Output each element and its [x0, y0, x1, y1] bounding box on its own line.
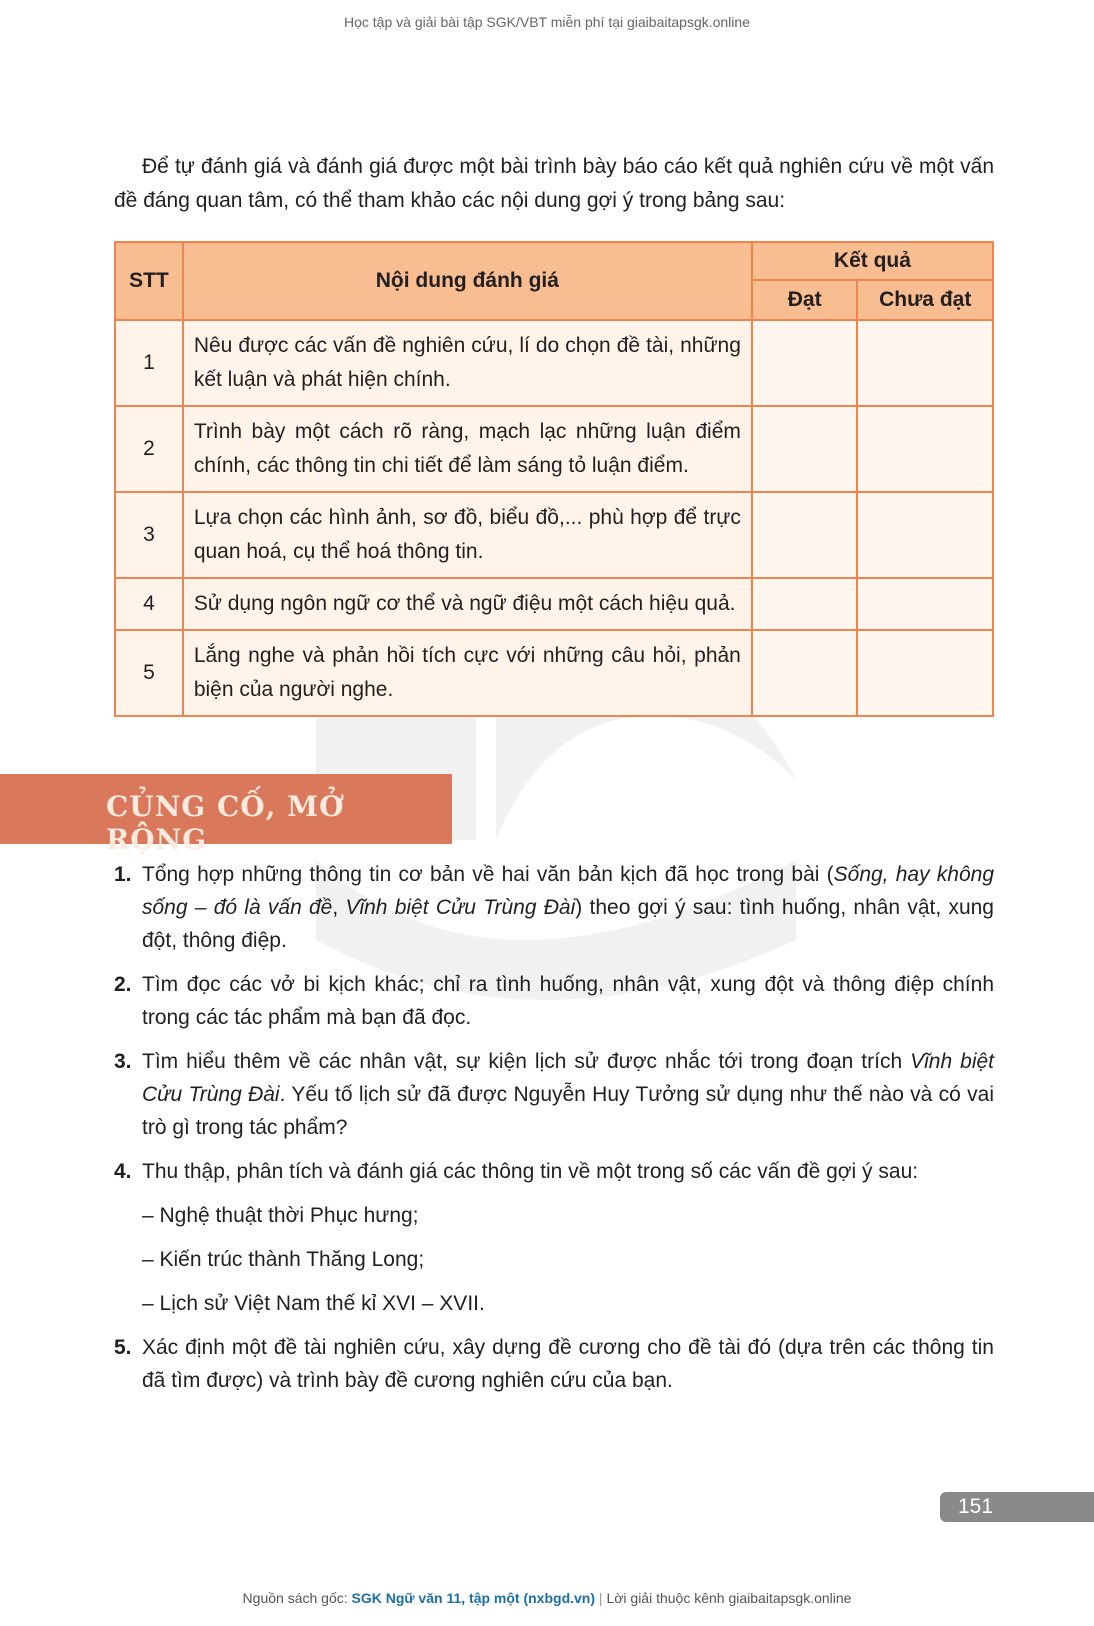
table-row	[115, 492, 993, 578]
exercise-item-1	[114, 858, 994, 957]
row-number: 3	[115, 492, 183, 578]
source-book-link[interactable]: SGK Ngữ văn 11, tập một (nxbgd.vn)	[351, 1590, 596, 1606]
exercise-text: . Yếu tố lịch sử đã được Nguyễn Huy Tưởng sử dụng như thế nào và có vai trò gì trong tác phẩm?	[142, 1083, 994, 1139]
fail-cell	[857, 406, 993, 492]
exercise-item-5	[114, 1331, 994, 1397]
fail-cell	[857, 578, 993, 630]
evaluation-table	[114, 241, 994, 717]
exercise-text: Xác định một đề tài nghiên cứu, xây dựng đề cương cho đề tài đó (dựa trên các thông tin đã tìm được) và trình bày đề cương nghiên cứu của bạn.	[142, 1336, 994, 1392]
pass-cell	[752, 320, 858, 406]
source-header: Học tập và giải bài tập SGK/VBT miễn phí tại giaibaitapsgk.online	[344, 14, 750, 30]
exercise-item-3	[114, 1045, 994, 1144]
exercise-text: Tìm đọc các vở bi kịch khác; chỉ ra tình huống, nhân vật, xung đột và thông điệp chính trong các tác phẩm mà bạn đã đọc.	[142, 973, 994, 1029]
table-row	[115, 630, 993, 716]
section-title: CỦNG CỐ, MỞ RỘNG	[106, 790, 345, 856]
pass-cell	[752, 492, 858, 578]
pass-cell	[752, 406, 858, 492]
exercise-text: ,	[332, 896, 346, 919]
fail-cell	[857, 492, 993, 578]
work-title: Vĩnh biệt Cửu Trùng Đài	[345, 896, 576, 919]
pass-cell	[752, 630, 858, 716]
row-content: Lắng nghe và phản hồi tích cực với những câu hỏi, phản biện của người nghe.	[183, 630, 752, 716]
row-content: Nêu được các vấn đề nghiên cứu, lí do chọn đề tài, những kết luận và phát hiện chính.	[183, 320, 752, 406]
header-pass: Đạt	[752, 280, 858, 320]
work-title: Vĩnh biệt Cửu Trùng Đài	[142, 1050, 994, 1106]
row-number: 1	[115, 320, 183, 406]
footer-separator: |	[595, 1590, 607, 1606]
exercise-item-4	[114, 1155, 994, 1188]
work-title: Sống, hay không sống – đó là vấn đề	[142, 863, 995, 919]
header-result: Kết quả	[752, 242, 993, 280]
pass-cell	[752, 578, 858, 630]
intro-paragraph: Để tự đánh giá và đánh giá được một bài trình bày báo cáo kết quả nghiên cứu về một vấn đề đáng quan tâm, có thể tham khảo các nội dung gợi ý trong bảng sau:	[114, 155, 994, 212]
table-row	[115, 320, 993, 406]
row-number: 5	[115, 630, 183, 716]
exercise-text: Tổng hợp những thông tin cơ bản về hai văn bản kịch đã học trong bài (	[142, 863, 834, 886]
source-footer	[0, 1590, 1094, 1606]
table-row	[115, 406, 993, 492]
exercise-number: 1.	[114, 863, 132, 886]
header-stt: STT	[115, 242, 183, 320]
footer-suffix: Lời giải thuộc kênh giaibaitapsgk.online	[606, 1590, 852, 1606]
row-content: Trình bày một cách rõ ràng, mạch lạc những luận điểm chính, các thông tin chi tiết để làm sáng tỏ luận điểm.	[183, 406, 752, 492]
exercise-number: 2.	[114, 973, 132, 996]
exercise-text: Tìm hiểu thêm về các nhân vật, sự kiện lịch sử được nhắc tới trong đoạn trích	[142, 1050, 911, 1073]
row-number: 2	[115, 406, 183, 492]
row-content: Lựa chọn các hình ảnh, sơ đồ, biểu đồ,... phù hợp để trực quan hoá, cụ thể hoá thông tin.	[183, 492, 752, 578]
row-number: 4	[115, 578, 183, 630]
section-banner	[0, 774, 452, 856]
header-fail: Chưa đạt	[857, 280, 993, 320]
exercise-item-2	[114, 968, 994, 1034]
suggestion-item: – Nghệ thuật thời Phục hưng;	[142, 1204, 419, 1227]
suggestion-item: – Kiến trúc thành Thăng Long;	[142, 1248, 425, 1271]
table-header-row	[115, 242, 993, 280]
exercise-number: 5.	[114, 1336, 132, 1359]
exercise-text: ) theo gợi ý sau: tình huống, nhân vật, xung đột, thông điệp.	[142, 896, 994, 952]
row-content: Sử dụng ngôn ngữ cơ thể và ngữ điệu một cách hiệu quả.	[183, 578, 752, 630]
suggestion-item: – Lịch sử Việt Nam thế kỉ XVI – XVII.	[142, 1292, 485, 1315]
page-number: 151	[940, 1492, 1094, 1522]
footer-prefix: Nguồn sách gốc:	[242, 1590, 352, 1606]
table-row	[115, 578, 993, 630]
exercise-number: 4.	[114, 1160, 132, 1183]
exercise-list	[114, 858, 994, 1408]
exercise-text: Thu thập, phân tích và đánh giá các thông tin về một trong số các vấn đề gợi ý sau:	[142, 1160, 919, 1183]
header-content: Nội dung đánh giá	[183, 242, 752, 320]
exercise-number: 3.	[114, 1050, 132, 1073]
fail-cell	[857, 630, 993, 716]
fail-cell	[857, 320, 993, 406]
